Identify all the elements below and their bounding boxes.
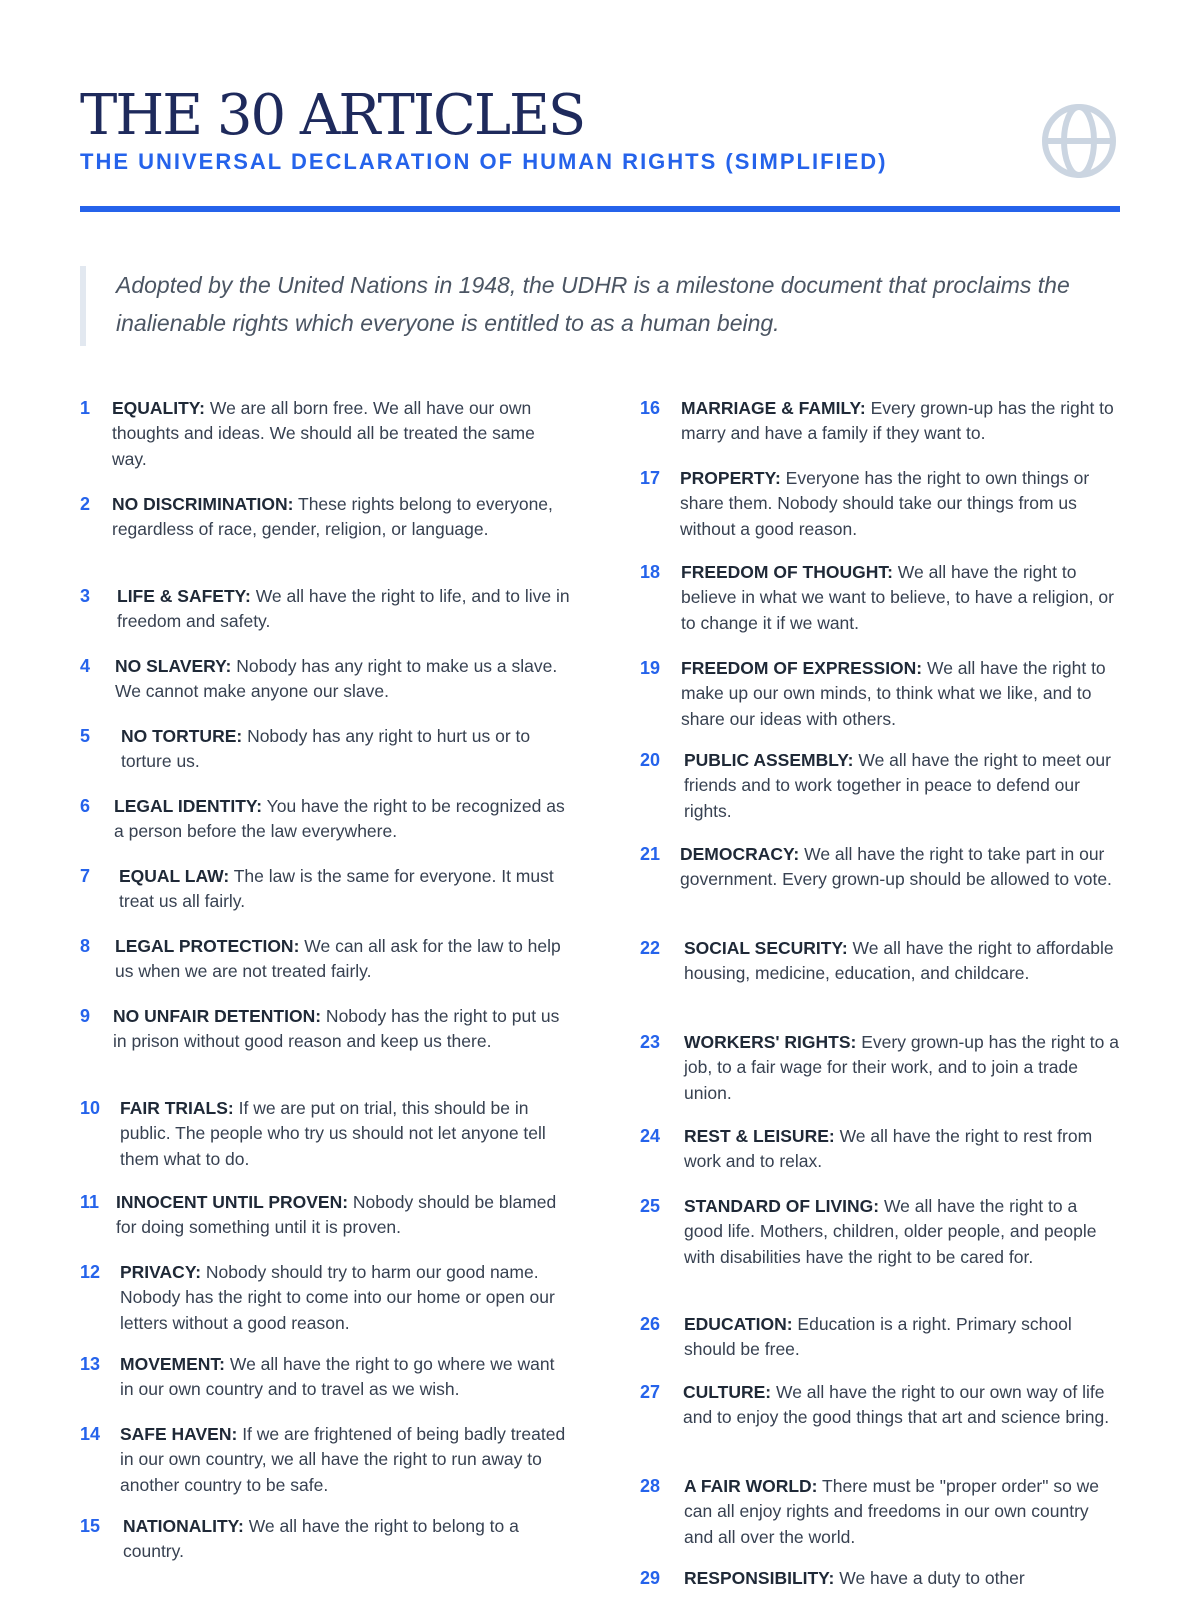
article-number: 17: [640, 468, 661, 488]
article-description: We all have the right to affordable housing, medicine, education, and childcare.: [684, 938, 1114, 984]
article-description: We have a duty to other: [834, 1568, 1025, 1588]
article-item: [640, 936, 1120, 987]
article-text: [681, 656, 1120, 732]
article-text: [684, 748, 1120, 824]
article-description: Every grown-up has the right to a job, to a fair wage for their work, and to join a trade union.: [684, 1032, 1119, 1103]
article-description: We are all born free. We all have our own thoughts and ideas. We should all be treated the same way.: [112, 398, 535, 469]
article-description: Nobody should be blamed for doing something until it is proven.: [116, 1192, 557, 1238]
article-item: [80, 1422, 570, 1498]
article-item: [80, 1190, 570, 1241]
article-item: [640, 396, 1120, 447]
article-item: [640, 560, 1120, 636]
article-heading: SOCIAL SECURITY:: [684, 938, 848, 958]
article-item: [640, 1474, 1120, 1550]
article-item: [80, 1514, 570, 1565]
article-item: [80, 1352, 570, 1403]
article-text: [684, 1124, 1120, 1175]
article-text: [112, 492, 570, 543]
article-text: [684, 1194, 1120, 1270]
article-text: [116, 1190, 570, 1241]
header-divider: [80, 206, 1120, 212]
article-text: [120, 1352, 570, 1403]
article-description: We all have the right to go where we want in our own country and to travel as we wish.: [120, 1354, 555, 1400]
article-heading: NO DISCRIMINATION:: [112, 494, 294, 514]
article-heading: NO SLAVERY:: [115, 656, 232, 676]
article-heading: LEGAL PROTECTION:: [115, 936, 300, 956]
article-number: 11: [80, 1192, 100, 1212]
article-description: If we are put on trial, this should be in public. The people who try us should not let anyone tell them what to do.: [120, 1098, 546, 1169]
article-item: [80, 934, 570, 985]
article-heading: NATIONALITY:: [123, 1516, 244, 1536]
article-item: [640, 1030, 1120, 1106]
article-heading: EQUALITY:: [112, 398, 206, 418]
article-text: [684, 1312, 1120, 1363]
article-number: 9: [80, 1006, 91, 1026]
article-heading: PRIVACY:: [120, 1262, 202, 1282]
article-item: [80, 794, 570, 845]
article-item: [640, 1380, 1120, 1431]
article-item: [640, 466, 1120, 542]
article-heading: FREEDOM OF EXPRESSION:: [681, 658, 923, 678]
article-heading: EDUCATION:: [684, 1314, 793, 1334]
article-item: [640, 656, 1120, 732]
article-description: We all have the right to a good life. Mothers, children, older people, and people with disabilities have the right to be cared for.: [684, 1196, 1097, 1267]
article-description: Nobody should try to harm our good name. Nobody has the right to come into our home or open our letters without a good reason.: [120, 1262, 555, 1333]
article-heading: PUBLIC ASSEMBLY:: [684, 750, 854, 770]
article-number: 14: [80, 1424, 101, 1444]
article-description: We all have the right to rest from work and to relax.: [684, 1126, 1093, 1172]
intro-quote: [80, 266, 1120, 346]
article-heading: FAIR TRIALS:: [120, 1098, 234, 1118]
article-text: [120, 1260, 570, 1336]
article-item: [80, 724, 570, 775]
article-description: Nobody has the right to put us in prison without good reason and keep us there.: [113, 1006, 560, 1052]
article-number: 7: [80, 866, 91, 886]
article-item: [80, 1096, 570, 1172]
article-item: [640, 1124, 1120, 1175]
article-heading: FREEDOM OF THOUGHT:: [681, 562, 893, 582]
article-item: [640, 1312, 1120, 1363]
article-number: 12: [80, 1262, 101, 1282]
article-description: Everyone has the right to own things or share them. Nobody should take our things from us without a good reason.: [680, 468, 1090, 539]
article-item: [80, 1004, 570, 1055]
article-number: 10: [80, 1098, 101, 1118]
article-heading: EQUAL LAW:: [119, 866, 230, 886]
article-description: Education is a right. Primary school should be free.: [684, 1314, 1072, 1360]
article-item: [80, 1260, 570, 1336]
article-number: 3: [80, 586, 91, 606]
article-description: We all have the right to our own way of life and to enjoy the good things that art and science bring.: [683, 1382, 1110, 1428]
article-text: [680, 466, 1120, 542]
article-description: We all have the right to meet our friends and to work together in peace to defend our rights.: [684, 750, 1111, 821]
page-subtitle: THE UNIVERSAL DECLARATION OF HUMAN RIGHTS (SIMPLIFIED): [80, 149, 888, 174]
article-number: 21: [640, 844, 661, 864]
article-number: 13: [80, 1354, 101, 1374]
article-heading: WORKERS' RIGHTS:: [684, 1032, 857, 1052]
article-text: [114, 794, 570, 845]
article-number: 26: [640, 1314, 661, 1334]
article-text: [123, 1514, 570, 1565]
article-number: 18: [640, 562, 661, 582]
article-text: [684, 1566, 1120, 1591]
article-text: [684, 1474, 1120, 1550]
article-item: [640, 1194, 1120, 1270]
article-description: Nobody has any right to hurt us or to torture us.: [121, 726, 531, 772]
article-number: 4: [80, 656, 91, 676]
article-item: [80, 584, 570, 635]
page-title: THE 30 ARTICLES: [80, 83, 585, 148]
article-number: 19: [640, 658, 661, 678]
article-heading: A FAIR WORLD:: [684, 1476, 818, 1496]
article-heading: PROPERTY:: [680, 468, 781, 488]
article-heading: NO TORTURE:: [121, 726, 243, 746]
article-heading: LEGAL IDENTITY:: [114, 796, 263, 816]
article-text: [117, 584, 570, 635]
article-heading: RESPONSIBILITY:: [684, 1568, 835, 1588]
article-text: [681, 396, 1120, 447]
article-item: [640, 1566, 1120, 1591]
article-item: [80, 864, 570, 915]
article-text: [115, 654, 570, 705]
article-description: These rights belong to everyone, regardless of race, gender, religion, or language.: [112, 494, 553, 540]
article-description: Nobody has any right to make us a slave. We cannot make anyone our slave.: [115, 656, 558, 702]
article-number: 6: [80, 796, 91, 816]
article-heading: DEMOCRACY:: [680, 844, 800, 864]
article-number: 8: [80, 936, 91, 956]
article-description: The law is the same for everyone. It must treat us all fairly.: [119, 866, 554, 912]
article-item: [640, 748, 1120, 824]
article-number: 15: [80, 1516, 101, 1536]
article-description: We all have the right to belong to a country.: [123, 1516, 519, 1562]
article-text: [681, 560, 1120, 636]
article-number: 20: [640, 750, 661, 770]
article-description: If we are frightened of being badly treated in our own country, we all have the right to run away to another country to be safe.: [120, 1424, 566, 1495]
article-heading: NO UNFAIR DETENTION:: [113, 1006, 322, 1026]
article-text: [121, 724, 570, 775]
article-heading: CULTURE:: [683, 1382, 772, 1402]
article-text: [683, 1380, 1120, 1431]
article-description: We all have the right to take part in our government. Every grown-up should be allowed to vote.: [680, 844, 1112, 890]
article-number: 23: [640, 1032, 661, 1052]
article-item: [80, 492, 570, 543]
article-number: 2: [80, 494, 91, 514]
article-description: We all have the right to life, and to live in freedom and safety.: [117, 586, 570, 632]
article-number: 5: [80, 726, 91, 746]
article-description: You have the right to be recognized as a person before the law everywhere.: [114, 796, 565, 842]
article-text: [684, 1030, 1120, 1106]
article-text: [120, 1096, 570, 1172]
article-number: 27: [640, 1382, 661, 1402]
article-heading: MARRIAGE & FAMILY:: [681, 398, 866, 418]
article-text: [680, 842, 1120, 893]
article-heading: STANDARD OF LIVING:: [684, 1196, 880, 1216]
article-heading: MOVEMENT:: [120, 1354, 225, 1374]
article-number: 29: [640, 1568, 661, 1588]
article-item: [80, 396, 570, 472]
article-item: [640, 842, 1120, 893]
article-heading: INNOCENT UNTIL PROVEN:: [116, 1192, 349, 1212]
article-text: [112, 396, 570, 472]
article-description: We all have the right to believe in what we want to believe, to have a religion, or to change it if we want.: [681, 562, 1114, 633]
article-description: Every grown-up has the right to marry and have a family if they want to.: [681, 398, 1114, 444]
article-description: We all have the right to make up our own minds, to think what we like, and to share our ideas with others.: [681, 658, 1106, 729]
article-number: 24: [640, 1126, 661, 1146]
article-number: 1: [80, 398, 91, 418]
globe-icon: [1040, 102, 1118, 180]
article-item: [80, 654, 570, 705]
article-text: [115, 934, 570, 985]
article-description: We can all ask for the law to help us when we are not treated fairly.: [115, 936, 561, 982]
article-heading: SAFE HAVEN:: [120, 1424, 238, 1444]
article-text: [684, 936, 1120, 987]
article-text: [120, 1422, 570, 1498]
article-description: There must be "proper order" so we can all enjoy rights and freedoms in our own country and all over the world.: [684, 1476, 1100, 1547]
article-text: [113, 1004, 570, 1055]
intro-text: Adopted by the United Nations in 1948, the UDHR is a milestone document that proclaims the inalienable rights which everyone is entitled to as a human being.: [116, 272, 1070, 336]
article-heading: LIFE & SAFETY:: [117, 586, 251, 606]
article-number: 25: [640, 1196, 661, 1216]
article-number: 22: [640, 938, 661, 958]
article-number: 28: [640, 1476, 661, 1496]
article-text: [119, 864, 570, 915]
article-number: 16: [640, 398, 661, 418]
article-heading: REST & LEISURE:: [684, 1126, 835, 1146]
